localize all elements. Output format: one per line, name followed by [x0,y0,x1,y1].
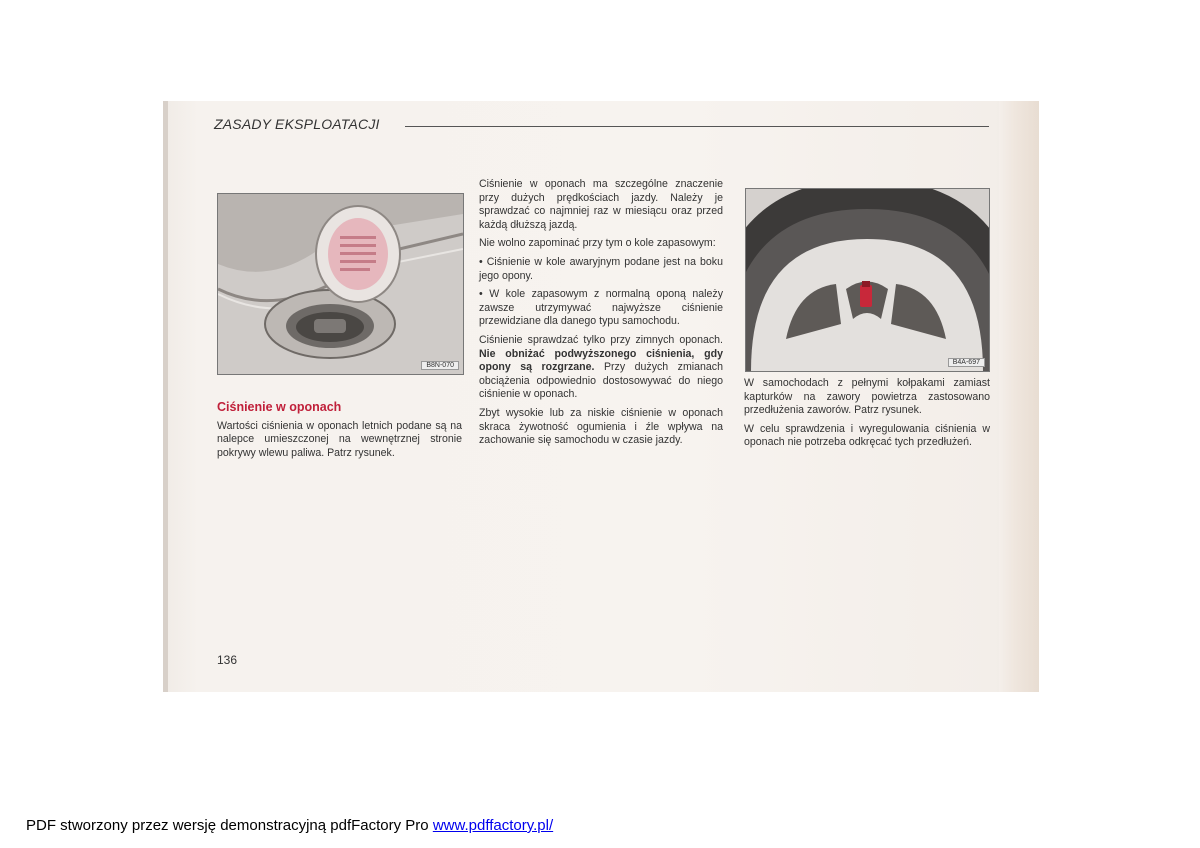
fuel-flap-illustration [218,194,463,374]
paragraph: Ciśnienie w oponach ma szczególne znaczenie przy dużych prędkościach jazdy. Należy je sprawdzać co najmniej raz w miesiącu oraz przed każdą dłuższą jazdą. [479,178,723,231]
page-number: 136 [217,653,238,667]
wheel-valve-figure [745,188,990,372]
column-2 [479,178,723,453]
section-header: ZASADY EKSPLOATACJI [214,116,380,132]
section-title: Ciśnienie w oponach [217,400,342,414]
manual-page [163,101,1039,692]
footer-link[interactable]: www.pdffactory.pl/ [432,817,554,834]
bullet-item: • W kole zapasowym z normalną oponą należy zawsze utrzymywać najwyższe ciśnienie przewidziane dla danego typu samochodu. [479,288,723,328]
header-rule [405,126,989,127]
paragraph: W celu sprawdzenia i wyregulowania ciśnienia w oponach nie potrzeba odkręcać tych przedłużeń. [744,422,990,449]
paragraph: W samochodach z pełnymi kołpakami zamiast kapturków na zawory powietrza zastosowano przedłużenia zaworów. Patrz rysunek. [744,377,990,417]
paragraph: Zbyt wysokie lub za niskie ciśnienie w oponach skraca żywotność ogumienia i źle wpływa na zachowanie się samochodu w czasie jazdy. [479,406,723,447]
page-edge [163,101,168,692]
paragraph: Nie wolno zapominać przy tym o kole zapasowym: [479,237,716,250]
page-spine-shadow [999,101,1039,692]
figure-code: B8N-070 [421,361,459,370]
text-run: Ciśnienie sprawdzać tylko przy zimnych oponach. [479,333,723,346]
column-1 [217,401,462,465]
bullet-item: • Ciśnienie w kole awaryjnym podane jest na boku jego opony. [479,255,723,282]
paragraph [479,334,723,402]
paragraph: Wartości ciśnienia w oponach letnich podane są na nalepce umieszczonej na wewnętrznej stronie pokrywy wlewu paliwa. Patrz rysunek. [217,419,462,459]
footer-text: PDF stworzony przez wersję demonstracyjną pdfFactory Pro [26,817,433,834]
pdf-footer [26,817,553,834]
fuel-flap-figure [217,193,464,375]
column-3 [744,377,990,455]
warning-text: Nie obniżać podwyższonego ciśnienia, gdy opony są rozgrzane. [479,347,723,374]
text-run: Przy dużych zmianach obciążenia odpowiednio dostosowywać do niego ciśnienie w oponach. [479,361,723,401]
figure-code: B4A-697 [948,358,985,367]
wheel-illustration [746,189,989,371]
